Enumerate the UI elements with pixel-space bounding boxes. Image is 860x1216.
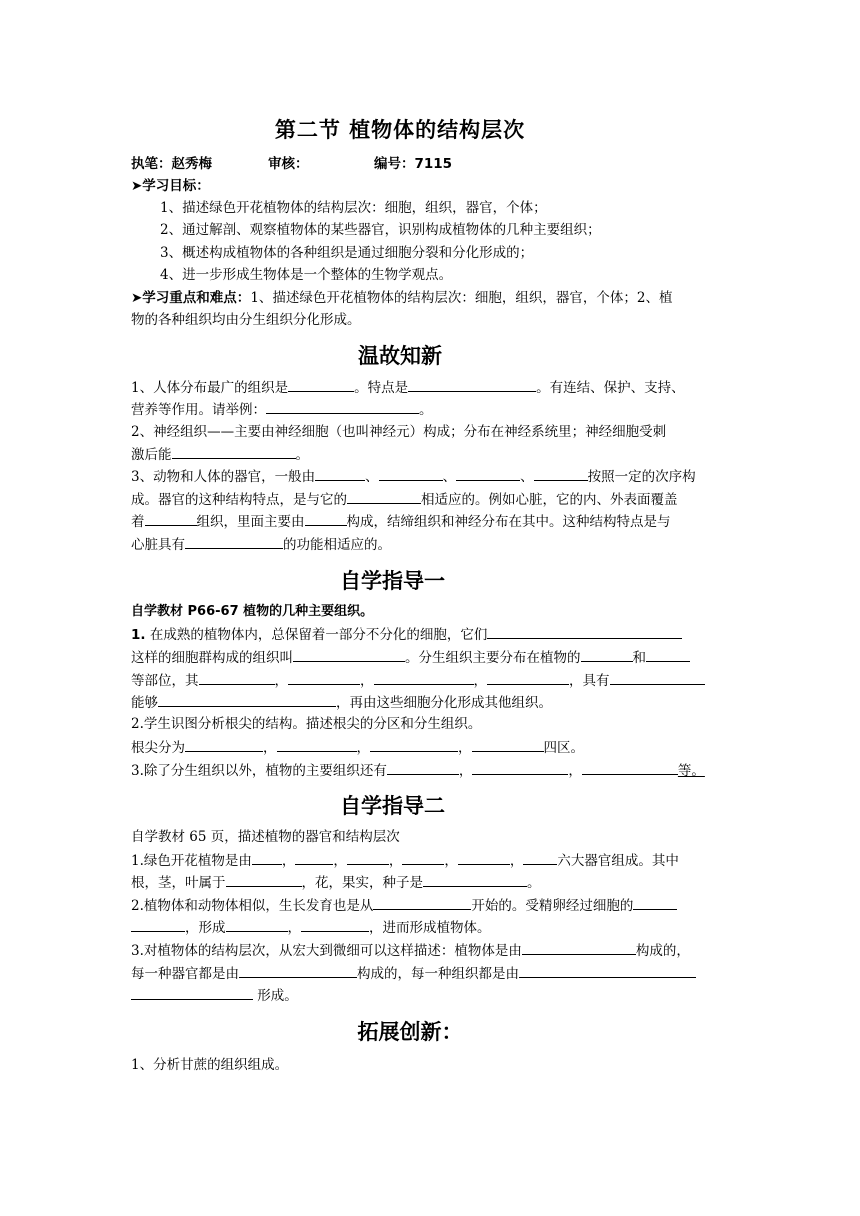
review-line: 3、动物和人体的器官，一般由 、 、 、 按照一定的次序构 xyxy=(131,465,731,488)
author: 执笔：赵秀梅 xyxy=(131,156,212,172)
guide1-line: 2.学生识图分析根尖的结构。描述根尖的分区和分生组织。 xyxy=(131,716,482,732)
goal-item: 2、通过解剖、观察植物体的某些器官，识别构成植物体的几种主要组织； xyxy=(160,222,601,238)
keypoints-heading: ➤学习重点和难点： xyxy=(131,290,251,306)
goals-heading: ➤学习目标： xyxy=(131,178,210,194)
guide2-line: ，形成 ， ，进而形成植物体。 xyxy=(131,916,731,939)
guide2-line: 3.对植物体的结构层次，从宏大到微细可以这样描述：植物体是由 构成的， xyxy=(131,939,731,962)
goal-item: 3、概述构成植物体的各种组织是通过细胞分裂和分化形成的； xyxy=(160,245,534,261)
guide2-line: 每一种器官都是由 构成的，每一种组织都是由 xyxy=(131,962,731,985)
guide1-line: 等部位，其 ， ， ， ，具有 xyxy=(131,669,731,692)
guide1-intro: 自学教材 P66-67 植物的几种主要组织。 xyxy=(131,604,374,619)
section-heading-review: 温故知新 xyxy=(358,344,442,368)
section-heading-extend: 拓展创新： xyxy=(357,1020,463,1044)
guide2-line: 2.植物体和动物体相似，生长发育也是从 开始的。受精卵经过细胞的 xyxy=(131,894,731,917)
extend-line: 1、分析甘蔗的组织组成。 xyxy=(131,1057,289,1073)
doc-code: 编号：7115 xyxy=(374,156,453,172)
guide1-line: 这样的细胞群构成的组织叫 。分生组织主要分布在植物的 和 xyxy=(131,646,731,669)
goal-item: 1、描述绿色开花植物体的结构层次：细胞，组织，器官，个体； xyxy=(160,200,547,216)
review-line: 心脏具有 的功能相适应的。 xyxy=(131,533,731,556)
guide2-line: 根，茎，叶属于 ，花，果实，种子是 。 xyxy=(131,871,731,894)
guide1-line: 3.除了分生组织以外，植物的主要组织还有 ， ， 等。 xyxy=(131,759,731,782)
goal-item: 4、进一步形成生物体是一个整体的生物学观点。 xyxy=(160,267,453,283)
guide1-line: 1. 在成熟的植物体内，总保留着一部分不分化的细胞，它们 xyxy=(131,623,731,646)
page-title xyxy=(0,114,860,144)
section-heading-guide1: 自学指导一 xyxy=(340,569,445,593)
review-line: 激后能 。 xyxy=(131,443,731,466)
section-heading-guide2: 自学指导二 xyxy=(340,794,445,818)
review-line: 1、人体分布最广的组织是 。特点是 。有连结、保护、支持、 xyxy=(131,376,731,399)
guide2-line: 1.绿色开花植物是由 ， ， ， ， ， 六大器官组成。其中 xyxy=(131,849,731,872)
review-line: 营养等作用。请举例： 。 xyxy=(131,398,731,421)
review-line: 成。器官的这种结构特点，是与它的 相适应的。例如心脏，它的内、外表面覆盖 xyxy=(131,488,731,511)
guide1-line: 能够 ，再由这些细胞分化形成其他组织。 xyxy=(131,691,731,714)
meta-line xyxy=(131,152,452,172)
reviewer: 审核： xyxy=(268,156,309,172)
guide2-line: 形成。 xyxy=(131,984,731,1007)
guide2-intro: 自学教材 65 页，描述植物的器官和结构层次 xyxy=(131,829,400,845)
guide1-line: 根尖分为 ， ， ， 四区。 xyxy=(131,736,731,759)
review-line: 2、神经组织——主要由神经细胞（也叫神经元）构成；分布在神经系统里；神经细胞受刺 xyxy=(131,424,667,440)
keypoints-line: ➤学习重点和难点：1、描述绿色开花植物体的结构层次：细胞，组织，器官，个体；2、植 xyxy=(131,290,673,306)
keypoints-line: 物的各种组织均由分生组织分化形成。 xyxy=(131,312,361,328)
review-line: 着 组织，里面主要由 构成，结缔组织和神经分布在其中。这种结构特点是与 xyxy=(131,510,731,533)
page-title-text: 第二节 植物体的结构层次 xyxy=(274,118,526,142)
